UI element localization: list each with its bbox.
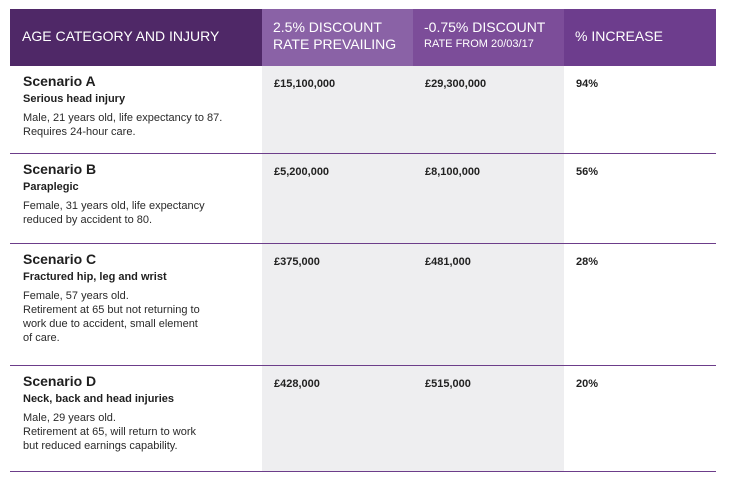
description-line: reduced by accident to 80.	[23, 214, 153, 226]
table-row	[10, 366, 716, 472]
description-line: Female, 57 years old.	[23, 290, 129, 302]
new-rate-value: £8,100,000	[425, 166, 481, 178]
scenario-title: Scenario B	[23, 161, 97, 177]
description-line: Female, 31 years old, life expectancy	[23, 200, 205, 212]
header-prevailing-rate	[262, 9, 413, 66]
header-age-category-label: AGE CATEGORY AND INJURY	[22, 28, 220, 44]
new-rate-value-cell	[413, 366, 564, 471]
scenario-description	[23, 111, 262, 139]
new-rate-value-cell	[413, 66, 564, 153]
prevailing-value-cell	[262, 366, 413, 471]
prevailing-value-cell	[262, 244, 413, 365]
scenario-cell	[10, 366, 262, 471]
description-line: Retirement at 65, will return to work	[23, 426, 197, 438]
header-increase-label: % INCREASE	[575, 28, 663, 44]
increase-value-cell	[564, 154, 716, 243]
prevailing-value-cell	[262, 154, 413, 243]
table-row	[10, 154, 716, 244]
scenario-cell	[10, 66, 262, 153]
scenario-cell	[10, 154, 262, 243]
prevailing-value: £15,100,000	[274, 78, 336, 90]
description-line: Requires 24-hour care.	[23, 126, 136, 138]
header-new-rate	[413, 9, 564, 66]
description-line: work due to accident, small element	[23, 318, 198, 330]
scenario-title: Scenario D	[23, 373, 97, 389]
description-line: but reduced earnings capability.	[23, 440, 178, 452]
new-rate-value-cell	[413, 154, 564, 243]
header-prevailing-line1: 2.5% DISCOUNT	[273, 19, 382, 35]
scenario-title: Scenario A	[23, 73, 96, 89]
header-age-category	[10, 9, 262, 66]
prevailing-value: £375,000	[274, 256, 320, 268]
increase-value-cell	[564, 366, 716, 471]
injury-type: Paraplegic	[23, 181, 79, 193]
header-new-rate-line2: RATE FROM 20/03/17	[424, 38, 534, 50]
description-line: of care.	[23, 332, 60, 344]
new-rate-value: £481,000	[425, 256, 471, 268]
increase-value: 28%	[576, 256, 599, 268]
increase-value-cell	[564, 66, 716, 153]
scenario-cell	[10, 244, 262, 365]
increase-value: 94%	[576, 78, 599, 90]
new-rate-value: £29,300,000	[425, 78, 487, 90]
table-header	[10, 9, 716, 66]
new-rate-value: £515,000	[425, 378, 471, 390]
comparison-table	[10, 9, 716, 472]
scenario-title: Scenario C	[23, 251, 97, 267]
new-rate-value-cell	[413, 244, 564, 365]
scenario-description	[23, 411, 262, 453]
scenario-description	[23, 289, 262, 345]
injury-type: Serious head injury	[23, 93, 126, 105]
scenario-description	[23, 199, 262, 227]
prevailing-value: £428,000	[274, 378, 320, 390]
header-prevailing-line2: RATE PREVAILING	[273, 36, 397, 52]
injury-type: Fractured hip, leg and wrist	[23, 271, 167, 283]
description-line: Retirement at 65 but not returning to	[23, 304, 200, 316]
injury-type: Neck, back and head injuries	[23, 393, 175, 405]
table-row	[10, 66, 716, 154]
description-line: Male, 29 years old.	[23, 412, 116, 424]
prevailing-value: £5,200,000	[274, 166, 330, 178]
increase-value: 56%	[576, 166, 599, 178]
header-increase	[564, 9, 716, 66]
table-row	[10, 244, 716, 366]
prevailing-value-cell	[262, 66, 413, 153]
header-new-rate-line1: -0.75% DISCOUNT	[424, 19, 546, 35]
increase-value-cell	[564, 244, 716, 365]
description-line: Male, 21 years old, life expectancy to 87.	[23, 112, 223, 124]
increase-value: 20%	[576, 378, 599, 390]
